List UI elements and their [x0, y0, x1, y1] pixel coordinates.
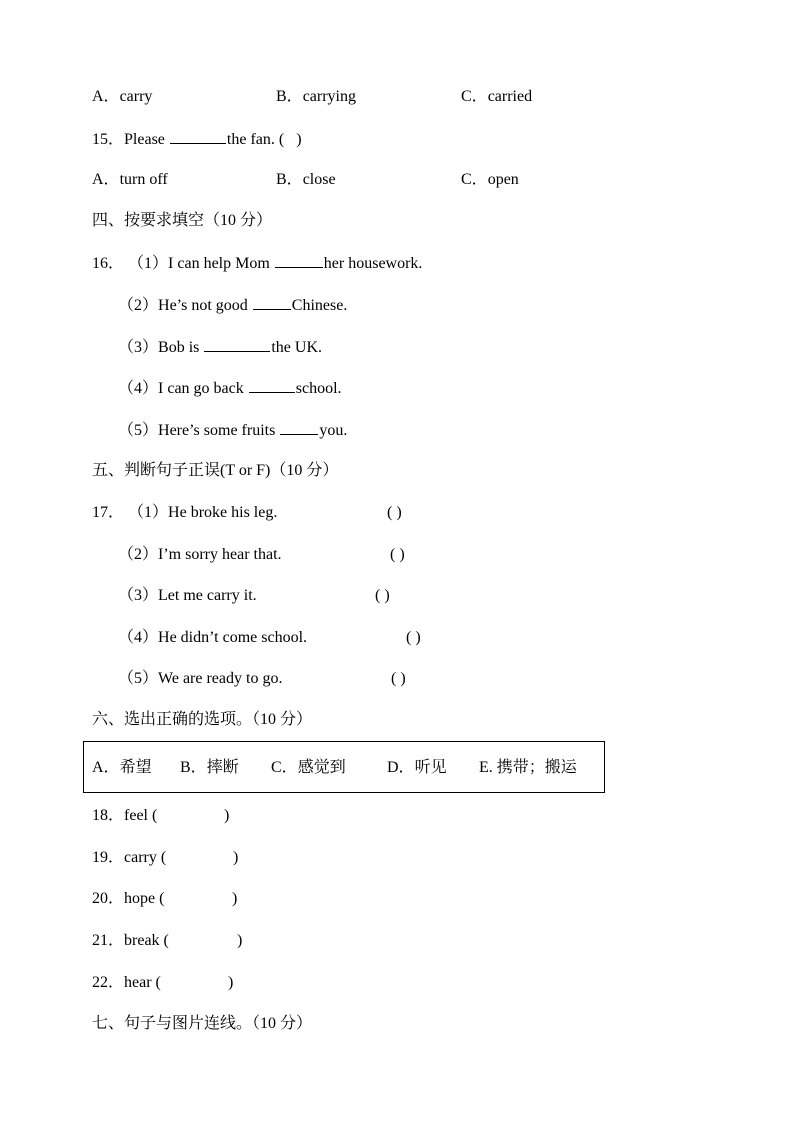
option-letter: C．	[461, 88, 488, 105]
question-number: 18．	[92, 807, 125, 824]
question-number: 17．	[92, 504, 125, 521]
question-17-item-2	[118, 545, 282, 565]
question-16-item-4	[118, 378, 342, 399]
option-text: turn off	[119, 171, 168, 188]
word-bank-option-b	[180, 758, 239, 778]
answer-blank[interactable]	[249, 378, 295, 393]
answer-paren[interactable]: ( )	[390, 546, 405, 563]
option-text: 携带；搬运	[496, 759, 577, 776]
word-bank-option-a	[92, 758, 152, 778]
item-index: （5）	[118, 670, 159, 687]
question-22	[92, 973, 161, 993]
item-index: （1）	[128, 255, 169, 272]
option-text: carrying	[302, 88, 356, 105]
option-letter: B．	[276, 88, 303, 105]
question-text: I can help Mom	[168, 255, 270, 272]
answer-blank[interactable]	[253, 295, 291, 310]
q14-option-a	[92, 87, 152, 107]
question-text: her housework.	[323, 255, 423, 272]
option-letter: A．	[92, 759, 120, 776]
section-7-heading: 七、句子与图片连线。（10 分）	[92, 1015, 313, 1032]
option-letter: C．	[461, 171, 488, 188]
item-index: （3）	[118, 339, 159, 356]
question-number: 15．	[92, 131, 125, 148]
answer-blank[interactable]	[280, 420, 318, 435]
answer-paren-close[interactable]: )	[233, 849, 239, 866]
answer-paren[interactable]: ( )	[375, 587, 390, 604]
question-word: break (	[124, 932, 169, 949]
option-letter: A．	[92, 171, 120, 188]
item-index: （3）	[118, 587, 159, 604]
word-bank-option-c	[271, 758, 346, 778]
section-6-heading: 六、选出正确的选项。（10 分）	[92, 711, 313, 728]
option-text: open	[487, 171, 519, 188]
answer-paren-close[interactable]: )	[228, 974, 234, 991]
question-number: 20．	[92, 890, 125, 907]
question-16-item-3	[118, 337, 322, 358]
question-text: Here’s some fruits	[158, 422, 276, 439]
question-text: the UK.	[271, 339, 323, 356]
statement-text: He broke his leg.	[168, 504, 278, 521]
statement-text: Let me carry it.	[158, 587, 257, 604]
question-20	[92, 889, 164, 909]
question-number: 22．	[92, 974, 125, 991]
question-19	[92, 848, 166, 868]
question-text: school.	[295, 380, 342, 397]
answer-paren[interactable]: ( )	[387, 504, 402, 521]
statement-text: We are ready to go.	[158, 670, 283, 687]
question-16-item-5	[118, 420, 347, 441]
q14-option-b	[276, 87, 356, 107]
question-18	[92, 806, 157, 826]
question-word: hope (	[124, 890, 165, 907]
question-16-item-1	[92, 253, 422, 274]
answer-paren[interactable]: ( )	[406, 629, 421, 646]
q14-option-c	[461, 87, 532, 107]
question-text: Chinese.	[291, 297, 348, 314]
option-text: 感觉到	[297, 759, 346, 776]
question-word: feel (	[124, 807, 158, 824]
option-letter: A．	[92, 88, 120, 105]
question-17-item-4	[118, 628, 307, 648]
q15-option-a	[92, 170, 168, 190]
question-17-item-3	[118, 586, 257, 606]
item-index: （5）	[118, 422, 159, 439]
option-text: carry	[119, 88, 153, 105]
question-17-item-1	[92, 503, 277, 523]
statement-text: He didn’t come school.	[158, 629, 308, 646]
question-text: Bob is	[158, 339, 200, 356]
item-index: （1）	[128, 504, 169, 521]
answer-paren[interactable]: ( )	[391, 670, 406, 687]
statement-text: I’m sorry hear that.	[158, 546, 282, 563]
q15-option-b	[276, 170, 336, 190]
question-number: 21．	[92, 932, 125, 949]
answer-blank[interactable]	[170, 129, 226, 144]
option-letter: C．	[271, 759, 298, 776]
item-index: （2）	[118, 297, 159, 314]
question-number: 19．	[92, 849, 125, 866]
item-index: （4）	[118, 629, 159, 646]
answer-paren-close[interactable]: )	[224, 807, 230, 824]
question-text: you.	[319, 422, 348, 439]
question-text: the fan. (	[226, 131, 285, 148]
question-21	[92, 931, 169, 951]
question-text: I can go back	[158, 380, 244, 397]
option-text: close	[302, 171, 336, 188]
word-bank-option-d	[387, 758, 447, 778]
question-word: carry (	[124, 849, 167, 866]
answer-paren-close[interactable]: )	[237, 932, 243, 949]
option-text: 听见	[414, 759, 447, 776]
item-index: （4）	[118, 380, 159, 397]
question-word: hear (	[124, 974, 161, 991]
option-letter: E.	[479, 759, 493, 776]
answer-paren-close[interactable]: )	[232, 890, 238, 907]
option-letter: B．	[276, 171, 303, 188]
word-bank-box	[83, 741, 605, 793]
word-bank-option-e	[479, 758, 577, 778]
question-text: Please	[124, 131, 165, 148]
option-text: 摔断	[206, 759, 239, 776]
answer-paren: )	[296, 131, 302, 148]
item-index: （2）	[118, 546, 159, 563]
option-text: 希望	[119, 759, 152, 776]
question-16-item-2	[118, 295, 347, 316]
section-4-heading: 四、按要求填空（10 分）	[92, 212, 273, 229]
option-letter: B．	[180, 759, 207, 776]
question-text: He’s not good	[158, 297, 248, 314]
question-17-item-5	[118, 669, 282, 689]
question-number: 16．	[92, 255, 125, 272]
question-15	[92, 129, 302, 150]
option-letter: D．	[387, 759, 415, 776]
answer-blank[interactable]	[275, 253, 323, 268]
option-text: carried	[487, 88, 533, 105]
q15-option-c	[461, 170, 519, 190]
section-5-heading: 五、判断句子正误(T or F)（10 分）	[92, 462, 339, 479]
answer-blank[interactable]	[204, 337, 270, 352]
